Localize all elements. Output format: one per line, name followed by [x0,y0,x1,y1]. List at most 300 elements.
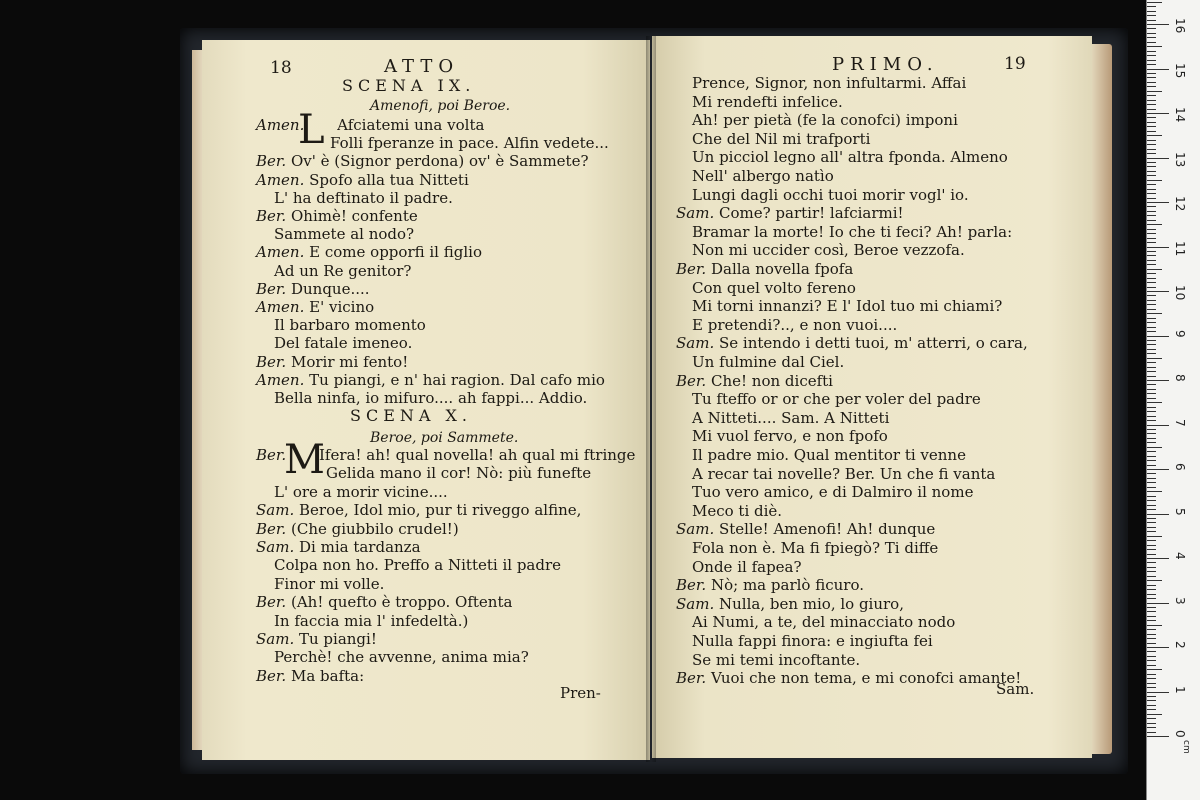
measurement-ruler [1146,0,1200,800]
verse-text: Nulla fappi finora: e ingiufta fei [692,632,933,650]
verse-text: Un picciol legno all' altra fponda. Almeno [692,148,1008,167]
ruler-tick [1147,589,1156,590]
ruler-tick [1147,465,1156,466]
verse-text: Mi torni innanzi? E l' Idol tuo mi chiami? [692,297,1003,316]
verse-line [692,651,860,669]
ruler-tick [1147,166,1156,167]
verse-line [692,427,888,445]
verse-line [274,648,529,666]
speaker-label: Sam. [676,334,715,353]
ruler-tick [1147,700,1156,701]
ruler-tick [1147,469,1169,470]
verse-text: Meco ti diè. [692,501,783,520]
ruler-tick [1147,727,1156,728]
ruler-tick [1147,135,1162,136]
speaker-label: Sam. [676,204,715,223]
ruler-tick [1147,24,1169,25]
verse-line [692,241,965,259]
ruler-tick [1147,233,1156,234]
ruler-number: 3 [1173,596,1187,605]
ruler-number: 15 [1173,62,1187,78]
ruler-tick [1147,224,1162,225]
right-page-number: 19 [1004,54,1026,74]
ruler-tick [1147,692,1169,693]
right-page [652,36,1092,758]
drop-cap-m: M [284,437,325,483]
ruler-tick [1147,358,1162,359]
ruler-tick [1147,126,1156,127]
ruler-tick [1147,629,1156,630]
ruler-tick [1147,28,1156,29]
ruler-tick [1147,638,1156,639]
ruler-tick [1147,616,1156,617]
verse-line [692,613,955,631]
verse-text: Finor mi volle. [274,574,385,593]
verse-text: Tuo vero amico, e di Dalmiro il nome [692,483,974,502]
verse-line [692,502,782,520]
speaker-label: Amen. [256,243,305,262]
verse-text: Stelle! Amenofi! Ah! dunque [719,520,936,539]
ruler-number: 13 [1173,151,1187,167]
ruler-tick [1147,318,1156,319]
verse-line [326,464,591,482]
ruler-tick [1147,229,1156,230]
ruler-tick [1147,189,1156,190]
verse-line [274,262,411,280]
verse-text: Come? partir! lafciarmi! [719,204,904,223]
verse-line [692,353,844,371]
ruler-number: 2 [1173,641,1187,649]
verse-line [256,280,370,298]
ruler-tick [1147,158,1169,159]
ruler-tick [1147,607,1156,608]
verse-line [676,260,853,278]
verse-text: A Nitteti.... Sam. A Nitteti [692,408,890,427]
ruler-tick [1147,384,1156,385]
ruler-tick [1147,496,1156,497]
verse-text: Bramar la morte! Io che ti feci? Ah! parla: [692,222,1013,241]
ruler-tick [1147,696,1156,697]
verse-line [256,630,377,648]
right-catchword: Sam. [996,680,1035,698]
ruler-tick [1147,567,1156,568]
verse-text: Prence, Signor, non infultarmi. Affai [692,74,967,92]
scene-ix-heading: SCENA IX. [342,76,476,95]
ruler-tick [1147,562,1156,563]
ruler-tick [1147,64,1156,65]
speaker-label: Amen. [256,116,305,134]
ruler-tick [1147,438,1156,439]
ruler-tick [1147,91,1162,92]
ruler-tick [1147,295,1156,296]
verse-line [692,111,958,129]
ruler-tick [1147,451,1156,452]
ruler-tick [1147,380,1169,381]
ruler-tick [1147,482,1156,483]
verse-line [274,334,412,352]
verse-text: Se intendo i detti tuoi, m' atterri, o cara, [719,334,1028,353]
ruler-tick [1147,95,1156,96]
verse-line [256,667,364,685]
ruler-tick [1147,20,1156,21]
verse-text: In faccia mia l' infedeltà.) [274,611,469,630]
verse-text: Vuoi che non tema, e mi conofci amante! [710,669,1022,688]
verse-line [256,207,418,225]
ruler-tick [1147,37,1156,38]
ruler-tick [1147,55,1156,56]
ruler-tick [1147,674,1156,675]
ruler-tick [1147,353,1156,354]
verse-line [692,539,938,557]
verse-text: Spofo alla tua Nitteti [309,170,469,189]
ruler-tick [1147,171,1156,172]
ruler-tick [1147,527,1156,528]
ruler-tick [1147,478,1156,479]
ruler-number: 8 [1173,374,1187,382]
ruler-tick [1147,109,1156,110]
ruler-tick [1147,251,1156,252]
ruler-tick [1147,175,1156,176]
ruler-tick [1147,647,1169,648]
ruler-tick [1147,473,1156,474]
verse-line [676,576,864,594]
ruler-tick [1147,598,1156,599]
ruler-tick [1147,643,1156,644]
verse-text: Mi rendefti infelice. [692,92,843,111]
ruler-tick [1147,714,1162,715]
speaker-label: Amen. [256,170,305,189]
verse-line [256,538,421,556]
ruler-tick [1147,33,1156,34]
ruler-tick [1147,291,1169,292]
ruler-tick [1147,683,1156,684]
ruler-tick [1147,122,1156,123]
verse-text: E' vicino [309,298,375,316]
verse-text: Che del Nil mi trafporti [692,129,871,148]
verse-line [692,483,973,501]
verse-text: Del fatale imeneo. [274,334,413,353]
verse-text: L' ore a morir vicine.... [274,482,448,501]
verse-text: Dalla novella fpofa [710,260,854,278]
verse-text: Che! non dicefti [710,371,833,390]
ruler-number: 5 [1173,507,1187,516]
verse-text: Folli fperanze in pace. Alfin vedete... [330,134,609,153]
ruler-tick [1147,709,1156,710]
ruler-number: 7 [1173,418,1187,427]
verse-text: (Ah! quefto è troppo. Oftenta [290,593,513,612]
left-page-number: 18 [270,58,292,78]
ruler-tick [1147,15,1156,16]
ruler-tick [1147,247,1169,248]
scene-x-heading: SCENA X. [350,406,472,425]
ruler-tick [1147,576,1156,577]
ruler-tick [1147,73,1156,74]
speaker-label: Ber. [256,352,287,371]
ruler-tick [1147,500,1156,501]
ruler-tick [1147,104,1156,105]
drop-cap-l: L [298,107,325,153]
verse-line [692,297,1002,315]
ruler-tick [1147,545,1156,546]
ruler-tick [1147,393,1156,394]
speaker-label: Ber. [676,260,707,278]
ruler-tick [1147,407,1156,408]
verse-line [692,632,933,650]
scene-ix-subtitle: Amenofi, poi Beroe. [370,98,511,114]
verse-line [256,446,635,464]
verse-line [692,74,966,92]
ruler-tick [1147,678,1156,679]
verse-text: Perchè! che avvenne, anima mia? [274,648,529,667]
ruler-tick [1147,300,1156,301]
ruler-tick [1147,82,1156,83]
verse-text: Tu fteffo or or che per voler del padre [692,390,981,409]
ruler-tick [1147,505,1156,506]
ruler-tick [1147,442,1156,443]
ruler-tick [1147,278,1156,279]
verse-line [256,371,605,389]
ruler-tick [1147,331,1156,332]
ruler-number: 14 [1173,107,1187,123]
ruler-tick [1147,60,1156,61]
verse-line [692,409,889,427]
left-running-head: ATTO [384,56,460,77]
verse-text: Sammete al nodo? [274,225,415,244]
ruler-tick [1147,518,1156,519]
verse-line [256,243,482,261]
left-page [202,40,650,760]
ruler-tick [1147,460,1156,461]
verse-text: Nulla, ben mio, lo giuro, [719,594,904,613]
verse-line [676,372,833,390]
ruler-tick [1147,669,1162,670]
ruler-tick [1147,309,1156,310]
ruler-tick [1147,269,1162,270]
verse-line [256,171,469,189]
scene-x-subtitle: Beroe, poi Sammete. [370,430,519,446]
ruler-tick [1147,344,1156,345]
ruler-tick [1147,491,1162,492]
ruler-tick [1147,425,1169,426]
ruler-tick [1147,558,1169,559]
ruler-tick [1147,69,1169,70]
verse-line [256,152,589,170]
verse-line [692,223,1012,241]
speaker-label: Sam. [256,630,295,648]
ruler-tick [1147,433,1156,434]
left-catchword: Pren- [560,684,601,702]
verse-text: Bella ninfa, io mifuro.... ah fappi... Addio. [274,389,588,407]
verse-line [274,389,587,407]
ruler-tick [1147,554,1156,555]
verse-line [274,225,414,243]
ruler-tick [1147,215,1156,216]
ruler-tick [1147,144,1156,145]
ruler-tick [1147,51,1156,52]
ruler-tick [1147,580,1162,581]
ruler-number: 9 [1173,329,1187,338]
verse-line [256,593,512,611]
ruler-tick [1147,6,1156,7]
verse-line [676,595,904,613]
ruler-tick [1147,349,1156,350]
verse-line [676,669,1021,687]
ruler-tick [1147,242,1156,243]
verse-text: Nell' albergo natìo [692,167,834,185]
ruler-tick [1147,531,1156,532]
verse-text: Onde il fapea? [692,557,802,576]
speaker-label: Ber. [256,666,287,685]
ruler-number: 0 [1173,730,1187,738]
verse-line [692,390,981,408]
ruler-tick [1147,193,1156,194]
ruler-tick [1147,723,1156,724]
verse-line [256,116,484,134]
speaker-label: Amen. [256,298,305,316]
verse-text: Ohimè! confente [290,207,418,225]
ruler-tick [1147,313,1162,314]
ruler-tick [1147,603,1169,604]
ruler-tick [1147,665,1156,666]
verse-line [274,189,453,207]
ruler-tick [1147,371,1156,372]
verse-text: Il padre mio. Qual mentitor ti venne [692,446,966,464]
verse-text: Ai Numi, a te, del minacciato nodo [692,613,956,632]
verse-text: Di mia tardanza [299,538,421,556]
ruler-number: 12 [1173,196,1187,212]
ruler-tick [1147,611,1156,612]
verse-text: Beroe, Idol mio, pur ti riveggo alfine, [299,501,582,520]
ruler-tick [1147,487,1156,488]
verse-text: Nò; ma parlò ficuro. [710,576,864,595]
verse-text: Tu piangi! [299,630,377,648]
ruler-tick [1147,656,1156,657]
book-gutter [646,36,656,762]
verse-text: Tu piangi, e n' hai ragion. Dal cafo mio [309,370,605,389]
ruler-tick [1147,140,1156,141]
verse-line [676,334,1028,352]
verse-line [274,575,384,593]
ruler-number: 6 [1173,463,1187,471]
ruler-tick [1147,376,1156,377]
ruler-tick [1147,522,1156,523]
ruler-tick [1147,264,1156,265]
verse-text: A recar tai novelle? Ber. Un che fi vanta [692,464,996,483]
ruler-tick [1147,594,1156,595]
ruler-tick [1147,206,1156,207]
ruler-number: 11 [1173,240,1187,256]
ruler-tick [1147,287,1156,288]
verse-text: Ifera! ah! qual novella! ah qual mi ftringe [318,446,636,464]
ruler-tick [1147,651,1156,652]
ruler-tick [1147,509,1156,510]
ruler-tick [1147,220,1156,221]
ruler-tick [1147,336,1169,337]
ruler-tick [1147,732,1156,733]
ruler-tick [1147,184,1156,185]
verse-line [256,298,374,316]
verse-text: Mi vuol fervo, e non fpofo [692,427,888,446]
verse-line [692,316,897,334]
verse-text: Ma bafta: [290,666,365,685]
ruler-tick [1147,429,1156,430]
ruler-unit-label: cm [1181,740,1191,754]
speaker-label: Ber. [676,371,707,390]
verse-text: Ah! per pietà (fe la conofci) imponi [692,111,958,130]
verse-text: Colpa non ho. Preffo a Nitteti il padre [274,556,562,575]
speaker-label: Ber. [256,519,287,538]
speaker-label: Ber. [256,446,287,464]
ruler-tick [1147,202,1169,203]
ruler-tick [1147,389,1156,390]
ruler-tick [1147,322,1156,323]
verse-line [692,148,1008,166]
speaker-label: Ber. [256,279,287,298]
ruler-tick [1147,198,1156,199]
verse-line [692,93,843,111]
ruler-tick [1147,687,1156,688]
ruler-tick [1147,77,1156,78]
ruler-tick [1147,420,1156,421]
ruler-tick [1147,585,1156,586]
speaker-label: Ber. [256,207,287,225]
ruler-tick [1147,456,1156,457]
ruler-tick [1147,273,1156,274]
ruler-tick [1147,117,1156,118]
ruler-tick [1147,536,1162,537]
verse-text: Con quel volto fereno [692,278,856,297]
ruler-tick [1147,402,1162,403]
verse-text: Lungi dagli occhi tuoi morir vogl' io. [692,185,969,204]
verse-text: Non mi uccider così, Beroe vezzofa. [692,241,965,260]
verse-line [330,134,609,152]
ruler-tick [1147,153,1156,154]
ruler-tick [1147,705,1156,706]
verse-text: E pretendi?.., e non vuoi.... [692,315,898,334]
ruler-tick [1147,260,1156,261]
ruler-tick [1147,211,1156,212]
verse-line [692,279,856,297]
verse-line [274,483,448,501]
verse-text: Afciatemi una volta [337,116,485,134]
ruler-tick [1147,736,1169,737]
ruler-tick [1147,2,1162,3]
verse-text: Ov' è (Signor perdona) ov' è Sammete? [290,152,589,171]
ruler-tick [1147,180,1162,181]
ruler-tick [1147,162,1156,163]
ruler-number: 16 [1173,18,1187,34]
verse-line [692,167,834,185]
ruler-tick [1147,660,1156,661]
verse-line [692,558,802,576]
speaker-label: Ber. [256,593,287,612]
ruler-tick [1147,447,1162,448]
ruler-number: 4 [1173,552,1187,560]
verse-line [256,501,581,519]
verse-text: Gelida mano il cor! Nò: più funefte [326,464,592,483]
speaker-label: Sam. [256,538,295,556]
ruler-tick [1147,620,1156,621]
speaker-label: Sam. [676,520,715,539]
verse-text: Fola non è. Ma fi fpiegò? Ti diffe [692,539,939,557]
ruler-tick [1147,113,1169,114]
ruler-tick [1147,411,1156,412]
right-running-head: PRIMO. [832,54,939,75]
verse-line [692,446,966,464]
ruler-tick [1147,367,1156,368]
ruler-tick [1147,100,1156,101]
speaker-label: Ber. [256,152,287,171]
